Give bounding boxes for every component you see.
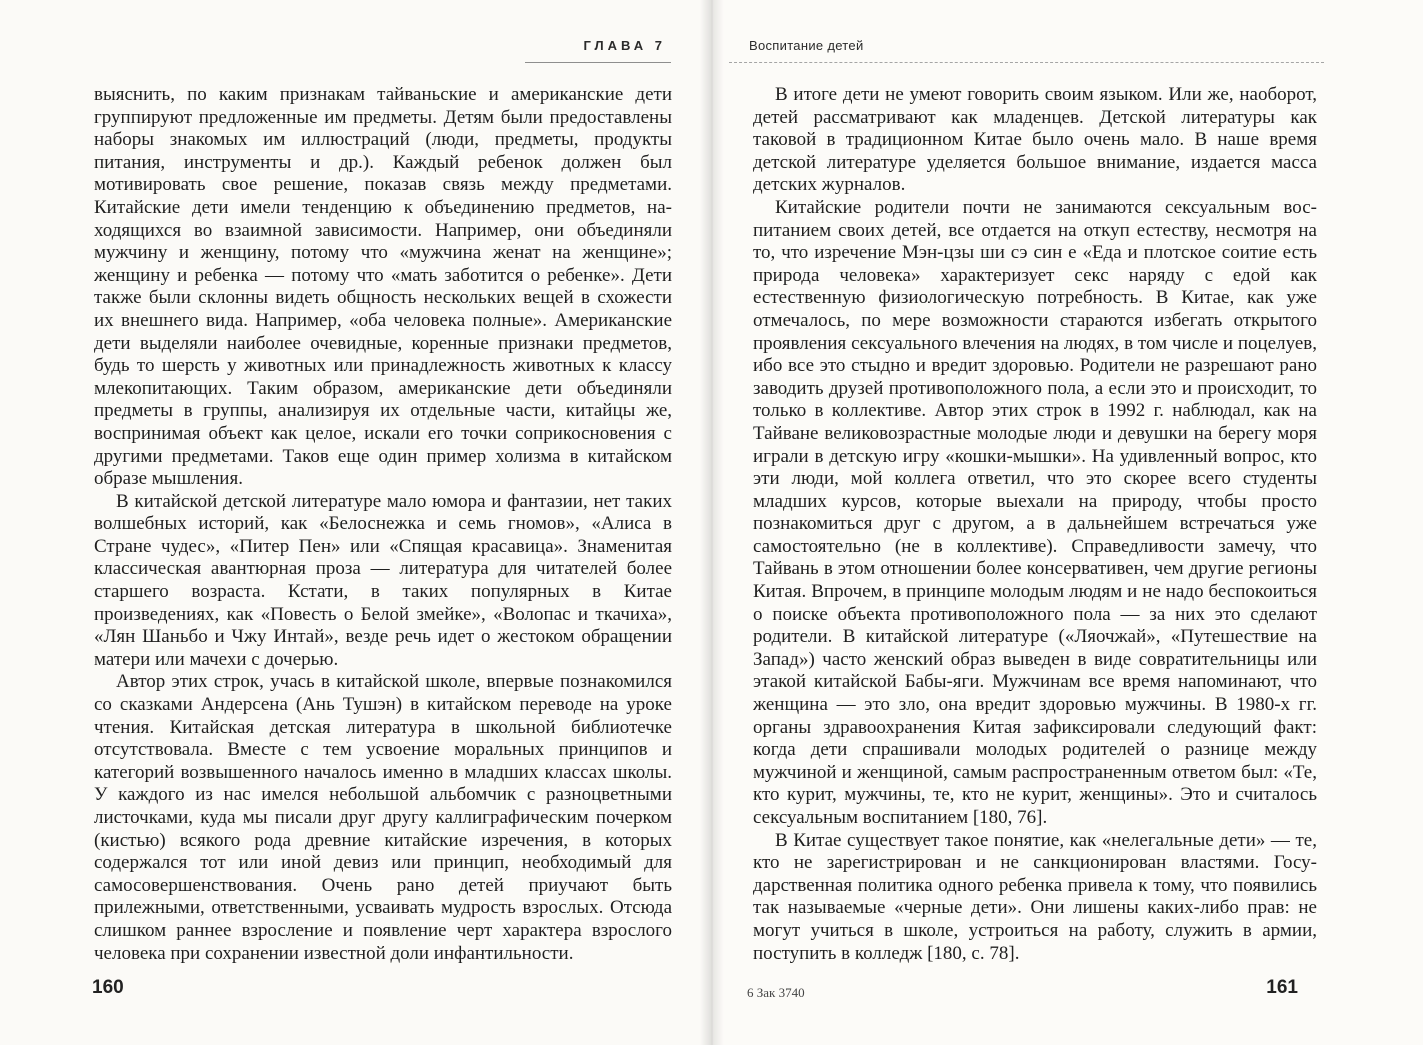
paragraph: выяснить, по каким признакам тайваньские и американские дети группируют предложенные им предметы. Детям были предоставлены наборы знакомых им иллюстраций (люди, предметы, продукты питания, инструменты и др.). Каждый ребенок должен был мотивировать свое решение, показав связь между предметами. Китайские дети имели тенденцию к объединению предметов, находящихся во взаимной зависимости. Например, они объединяли мужчину и женщину, потому что «мужчина женат на женщине»; женщину и ребенка — потому что «мать заботится о ребенке». Дети также были склонны видеть общность нескольких вещей в схожести их внешнего вида. Например, «оба человека полные». Американские дети выделяли наиболее очевидные, коренные признаки предметов, будь то шерсть у животных или принадлежность животных к классу млекопитающих. Таким образом, американские дети объединяли предметы в группы, анализируя их отдельные части, китайцы же, воспринимая объект как целое, искали его точки соприкосновения с другими предметами. Таков еще один пример холизма в китайском образе мышления. xyxy=(94,84,672,490)
printer-signature-mark: 6 Зак 3740 xyxy=(747,985,805,1000)
chapter-running-head: ГЛАВА 7 xyxy=(583,38,666,53)
paragraph: В итоге дети не умеют говорить своим языком. Или же, наоборот, детей рассматривают как младенцев. Детской литературы как таковой в традиционном Китае было очень мало. В наше время детской литературе уделяется большое внимание, издается масса детских журналов. xyxy=(753,84,1317,196)
left-page-body xyxy=(94,84,672,965)
right-page-body xyxy=(753,84,1317,965)
paragraph: Китайские родители почти не занимаются сексуальным воспитанием своих детей, все отдается на откуп естеству, несмотря на то, что изречение Мэн-цзы ши сэ син е «Еда и плотское соитие есть природа человека» характеризует секс наряду с едой как естественную физиологическую потребность. В Китае, как уже отмечалось, по мере возможности стараются избегать открытого проявления сексуального влечения на людях, в том числе и поцелуев, ибо все это стыдно и вредит здоровью. Родители не разрешают рано заводить друзей противоположного пола, а если это и происходит, то только в коллективе. Автор этих строк в 1992 г. наблюдал, как на Тайване великовозрастные молодые люди и девушки на берегу моря играли в детскую игру «кошки-мышки». На удивленный вопрос, кто эти люди, мой коллега ответил, что это скорее всего студенты младших курсов, которые выехали на природу, чтобы просто познакомиться друг с другом, а в дальнейшем встречаться уже самостоятельно (не в коллективе). Справедливости замечу, что Тайвань в этом отношении более консервативен, чем другие регионы Китая. Впрочем, в принципе молодым людям и не надо беспокоиться о поиске объекта противоположного пола — за них это сделают родители. В китайской литературе («Ляочжай», «Путешествие на Запад») часто женский образ выведен в виде совратительницы или этакой китайской Бабы-яги. Мужчинам все время напоминают, что женщина — это зло, она вредит здоровью мужчины. В 1980-х гг. органы здравоохранения Китая зафиксировали следующий факт: когда дети спрашивали молодых родителей о разнице между мужчиной и женщиной, самым распространенным ответом был: «Те, кто курит, мужчины, те, кто не курит, женщины». Это и считалось сексуальным воспитанием [180, 76]. xyxy=(753,196,1317,828)
paragraph: В китайской детской литературе мало юмора и фантазии, нет таких волшебных историй, как «Белоснежка и семь гномов», «Алиса в Стране чудес», «Питер Пен» или «Спящая красавица». Знаменитая классическая авантюрная проза — литература для читателей более старшего возраста. Кстати, в таких популярных в Китае произведениях, как «Повесть о Белой змейке», «Волопас и ткачиха», «Лян Шаньбо и Чжу Интай», везде речь идет о жестоком обращении матери или мачехи с дочерью. xyxy=(94,490,672,670)
left-page xyxy=(0,0,711,1045)
page-number: 161 xyxy=(1266,977,1298,998)
paragraph: Автор этих строк, учась в китайской школе, впервые познакомился со сказками Андерсена (Ань Тушэн) в китайском переводе на уроке чтения. Китайская детская литература в школьной библиотечке отсутствовала. Вместе с тем усвоение моральных принципов и категорий возвышенного началось именно в младших классах школы. У каждого из нас имелся небольшой альбомчик с разноцветными листочками, куда мы писали друг другу каллиграфическим почерком (кистью) всякого рода древние китайские изречения, в которых содержался тот или иной девиз или принцип, необходимый для самосовершенствования. Очень рано детей приучают быть прилежными, ответственными, усваивать мудрость взрослых. Отсюда слишком раннее взросление и появление черт характера взрослого человека при сохранении известной доли инфантильности. xyxy=(94,671,672,964)
right-page xyxy=(711,0,1423,1045)
page-number: 160 xyxy=(92,977,124,998)
paragraph: В Китае существует такое понятие, как «нелегальные дети» — те, кто не зарегистрирован и не санкционирован властями. Государственная политика одного ребенка привела к тому, что появились так называемые «черные дети». Они лишены каких-либо прав: не могут учиться в школе, устроиться на работу, служить в армии, поступить в колледж [180, с. 78]. xyxy=(753,829,1317,964)
section-running-head: Воспитание детей xyxy=(749,38,864,53)
header-rule xyxy=(525,62,671,63)
header-rule xyxy=(729,62,1324,63)
book-gutter-shadow xyxy=(700,0,724,1045)
